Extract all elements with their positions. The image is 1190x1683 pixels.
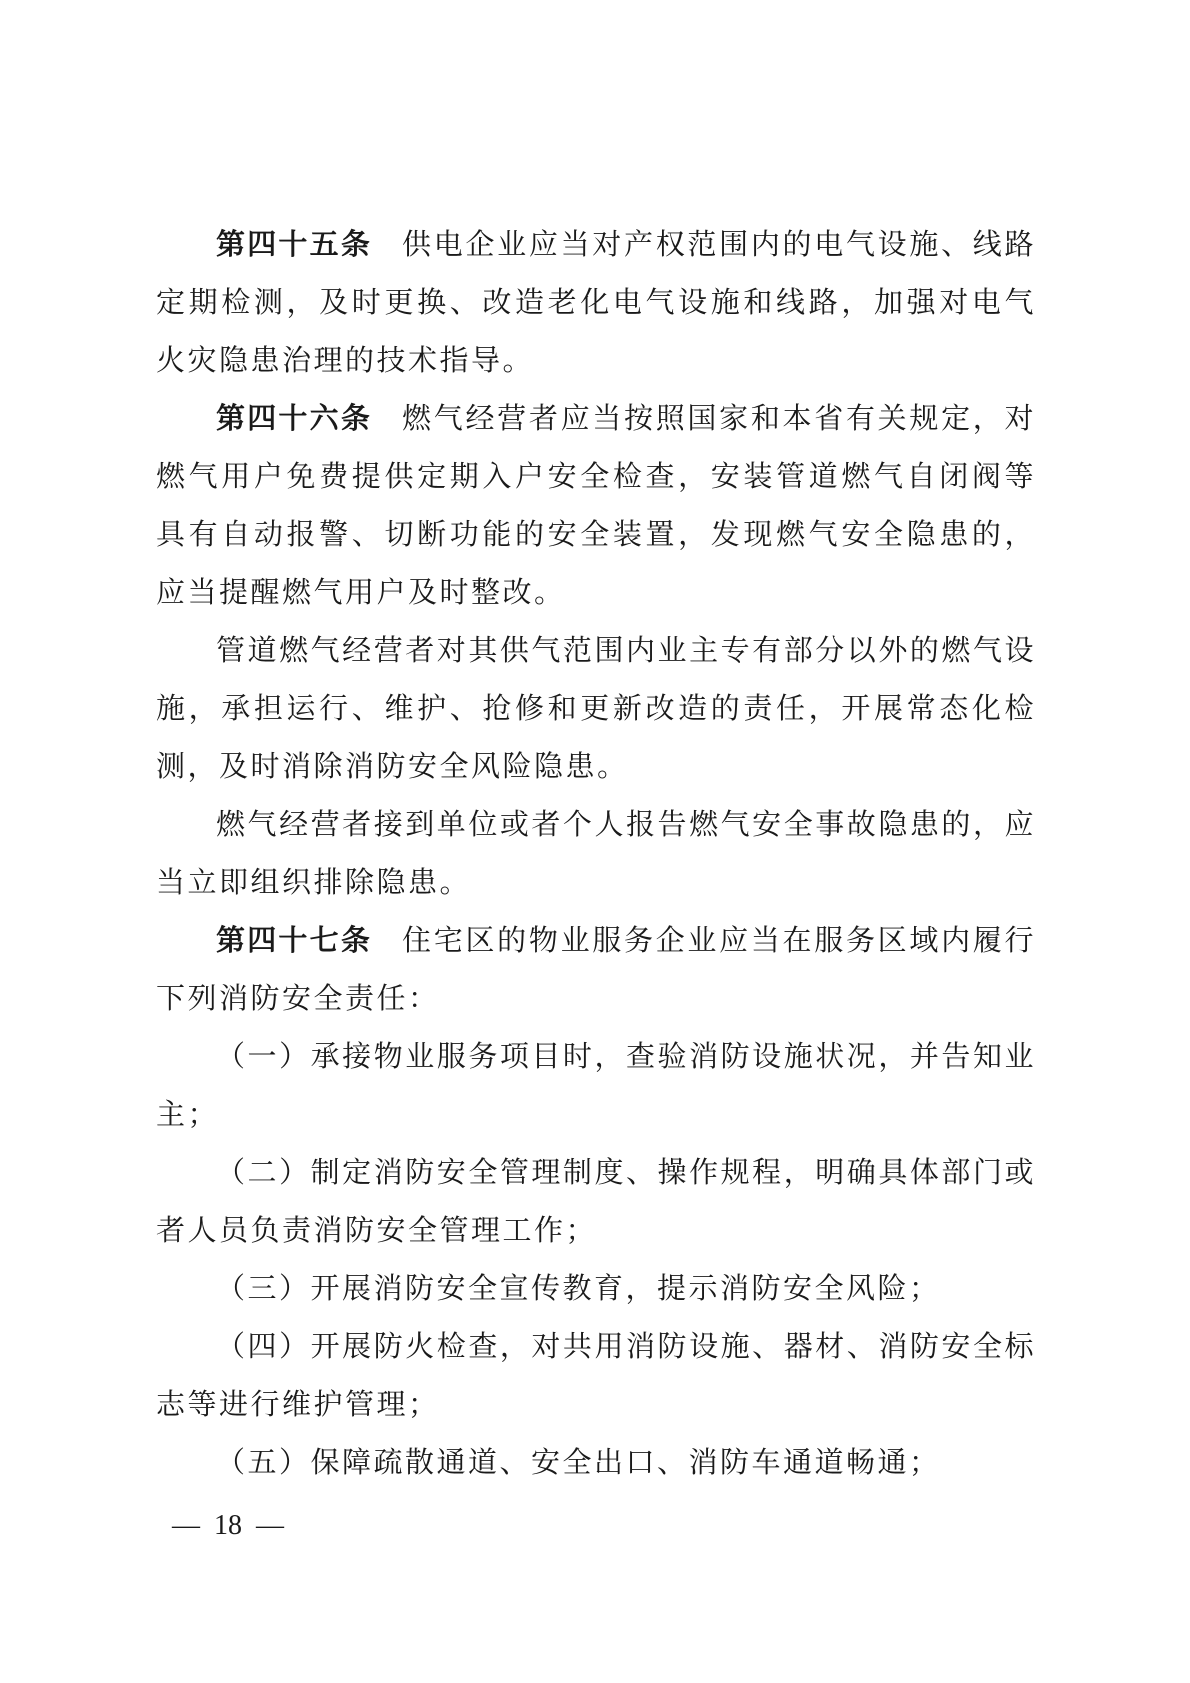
document-body bbox=[156, 215, 1036, 1491]
article-47-text: 住宅区的物业服务企业应当在服务区域内履行下列消防安全责任： bbox=[156, 923, 1036, 1015]
article-47-item-1: （一）承接物业服务项目时，查验消防设施状况，并告知业主； bbox=[156, 1039, 1036, 1131]
article-46-paragraph-2: 管道燃气经营者对其供气范围内业主专有部分以外的燃气设施，承担运行、维护、抢修和更新改造的责任，开展常态化检测，及时消除消防安全风险隐患。 bbox=[156, 633, 1036, 783]
article-47-item-4: （四）开展防火检查，对共用消防设施、器材、消防安全标志等进行维护管理； bbox=[156, 1329, 1036, 1421]
article-47 bbox=[156, 911, 1036, 1027]
article-46 bbox=[156, 389, 1036, 621]
article-46-paragraph-3: 燃气经营者接到单位或者个人报告燃气安全事故隐患的，应当立即组织排除隐患。 bbox=[156, 807, 1036, 899]
page-number: — 18 — bbox=[172, 1510, 284, 1541]
article-45-text: 供电企业应当对产权范围内的电气设施、线路定期检测，及时更换、改造老化电气设施和线路，加强对电气火灾隐患治理的技术指导。 bbox=[156, 227, 1036, 377]
article-46-text: 燃气经营者应当按照国家和本省有关规定，对燃气用户免费提供定期入户安全检查，安装管道燃气自闭阀等具有自动报警、切断功能的安全装置，发现燃气安全隐患的，应当提醒燃气用户及时整改。 bbox=[156, 401, 1036, 609]
article-46-heading: 第四十六条 bbox=[216, 401, 373, 435]
article-47-item-5: （五）保障疏散通道、安全出口、消防车通道畅通； bbox=[216, 1445, 941, 1479]
article-45 bbox=[156, 215, 1036, 389]
article-47-heading: 第四十七条 bbox=[216, 923, 373, 957]
article-47-item-3: （三）开展消防安全宣传教育，提示消防安全风险； bbox=[216, 1271, 941, 1305]
article-47-item-2: （二）制定消防安全管理制度、操作规程，明确具体部门或者人员负责消防安全管理工作； bbox=[156, 1155, 1036, 1247]
article-45-heading: 第四十五条 bbox=[216, 227, 373, 261]
